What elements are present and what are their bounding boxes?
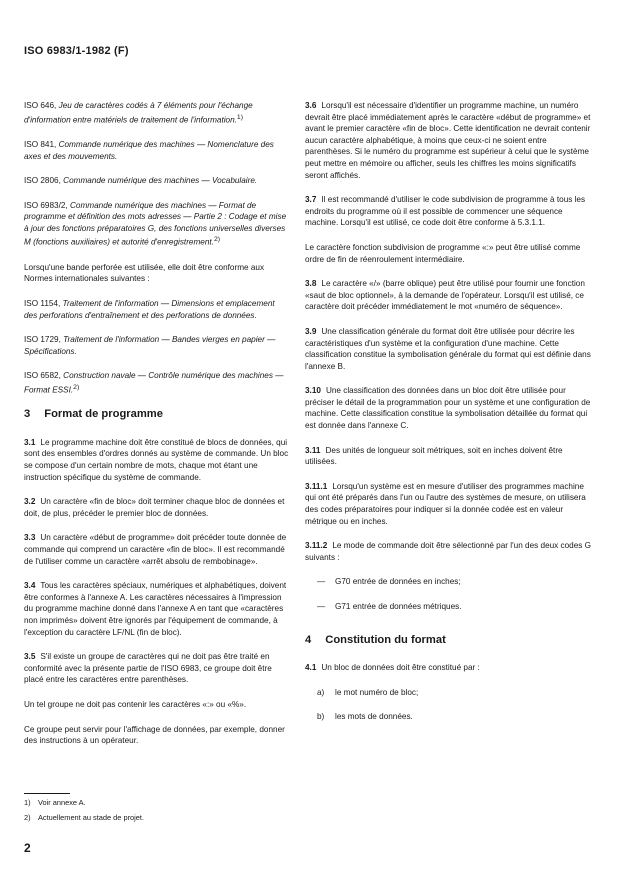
list-item-g70: — G70 entrée de données en inches; — [317, 577, 461, 587]
reference-iso841: ISO 841, Commande numérique des machines — Nomenclature des axes et des mouvements. — [24, 139, 274, 161]
footnote-1: 1) Voir annexe A. — [24, 798, 86, 807]
paragraph-intro: Lorsqu'une bande perforée est utilisée, elle doit être conforme aux Normes internationales suivantes : — [24, 262, 265, 284]
left-column — [24, 100, 290, 760]
clause-3-1: 3.1 Le programme machine doit être constitué de blocs de données, qui sont des ensembles d'ordres donnés au système de commande. Un bloc se compose d'un certain nombre de mots, chaque mot étant une instruction spécifique du système de commande. — [24, 437, 289, 482]
clause-3-11-2: 3.11.2 Le mode de commande doit être sélectionné par l'un des deux codes G suivants : — [305, 541, 592, 562]
reference-iso1154: ISO 1154, Traitement de l'information — Dimensions et emplacement des perforations d'entraînement et des perforations de données. — [24, 299, 275, 320]
clause-4-1: 4.1 Un bloc de données doit être constitué par : — [305, 663, 480, 673]
section-heading-3: 3 Format de programme — [24, 408, 163, 421]
clause-3-8: 3.8 Le caractère «/» (barre oblique) peut être utilisé pour fournir une fonction «saut de bloc optionnel», à la demande de l'opérateur. Lorsqu'il est utilisé, ce caractère doit précéder immédiatement le mot «numéro de séquence». — [305, 279, 585, 312]
clause-3-5: 3.5 S'il existe un groupe de caractères qui ne doit pas être traité en conformité avec la présente partie de l'ISO 6983, ce groupe doit être placé entre les caractères entre parenthèses. — [24, 652, 272, 685]
list-item-g71: — G71 entrée de données métriques. — [317, 602, 462, 611]
clause-3-2: 3.2 Un caractère «fin de bloc» doit terminer chaque bloc de données et doit, de plus, précéder le premier bloc de données. — [24, 497, 285, 518]
clause-3-11-1: 3.11.1 Lorsqu'un système est en mesure d'utiliser des programmes machine qui ont été préparés dans l'un ou l'autre des systèmes de mesure, on utilisera des codes préparatoires pour indiquer si la donnée codée est en valeur métrique ou en inches. — [305, 481, 586, 526]
clause-3-11: 3.11 Des unités de longueur soit métriques, soit en inches doivent être utilisées. — [305, 445, 563, 467]
page-number: 2 — [24, 841, 31, 855]
page-header: ISO 6983/1-1982 (F) — [24, 45, 129, 57]
reference-iso6582: ISO 6582, Construction navale — Contrôle numérique des machines — Format ESSI.$^{2)}$ — [24, 371, 284, 395]
paragraph-3-5-c: Ce groupe peut servir pour l'affichage de données, par exemple, donner des instructions à un opérateur. — [24, 724, 285, 746]
footnote-2: 2) Actuellement au stade de projet. — [24, 813, 144, 822]
reference-iso646: ISO 646, Jeu de caractères codés à 7 éléments pour l'échange d'information entre matériels de traitement de l'information.$^{1)}$ — [24, 101, 253, 125]
clause-3-7: 3.7 Il est recommandé d'utiliser le code subdivision de programme à tous les endroits du programme où il est possible de commencer une séquence machine. Lorsqu'il est utilisé, ce code doit être conforme à 5.3.1.1. — [305, 195, 586, 228]
clause-3-3: 3.3 Un caractère «début de programme» doit précéder toute donnée de commande qui comprend un caractère «fin de bloc». Il est recommandé de l'utiliser comme un caractère «arrêt absolu de rembobinage». — [24, 533, 287, 566]
right-column — [305, 100, 595, 736]
footnote-separator — [24, 793, 70, 794]
paragraph-3-5-b: Un tel groupe ne doit pas contenir les caractères «:» ou «%». — [24, 699, 247, 709]
list-item-a: a) le mot numéro de bloc; — [317, 687, 419, 697]
section-heading-4: 4 Constitution du format — [305, 633, 446, 646]
clause-3-6: 3.6 Lorsqu'il est nécessaire d'identifier un programme machine, un numéro devrait être placé immédiatement après le caractère «début de programme» et avant le premier caractère «fin de bloc». Cette identification ne devrait contenir aucun caractère alphabétique, à moins que ceux-ci ne soient entre parenthèses. Si le numéro du programme est supérieur à celui que le système peut mettre en mémoire ou afficher, seuls les chiffres les moins significatifs seront affichés. — [305, 101, 591, 180]
clause-3-10: 3.10 Une classification des données dans un bloc doit être utilisée pour préciser le détail de la programmation pour un système et une configuration de machine. Cette classification constitue la symbolisation détaillée du format qui est donnée dans l'annexe C. — [305, 386, 591, 431]
clause-3-4: 3.4 Tous les caractères spéciaux, numériques et alphabétiques, doivent être conformes à l'annexe A. Les caractères nécessaires à l'impression du programme machine donné dans l'annexe A en tant que «caractères non imprimés» doivent être ignorés par l'équipement de commande, à l'exception du caractère LF/NL (fin de bloc). — [24, 581, 287, 637]
clause-3-9: 3.9 Une classification générale du format doit être utilisée pour décrire les caractéristiques d'un système et la configuration d'une machine. Cette classification constitue la symbolisation générale du format qui est définie dans l'annexe B. — [305, 326, 591, 371]
list-item-b: b) les mots de données. — [317, 712, 413, 722]
reference-iso6983-2: ISO 6983/2, Commande numérique des machines — Format de programme et définition des mots adresses — Partie 2 : Codage et mise à jour des fonctions préparatoires G, des fonctions universelles diverses M (fonctions auxiliaires) et autorité d'enregistrement.$^{2)}$ — [24, 200, 287, 248]
paragraph-3-7-b: Le caractère fonction subdivision de programme «:» peut être utilisé comme ordre de fin de réenroulement intermédiaire. — [305, 242, 581, 264]
reference-iso2806: ISO 2806, Commande numérique des machines — Vocabulaire. — [24, 176, 258, 186]
reference-iso1729: ISO 1729, Traitement de l'information — Bandes vierges en papier — Spécifications. — [24, 335, 276, 356]
